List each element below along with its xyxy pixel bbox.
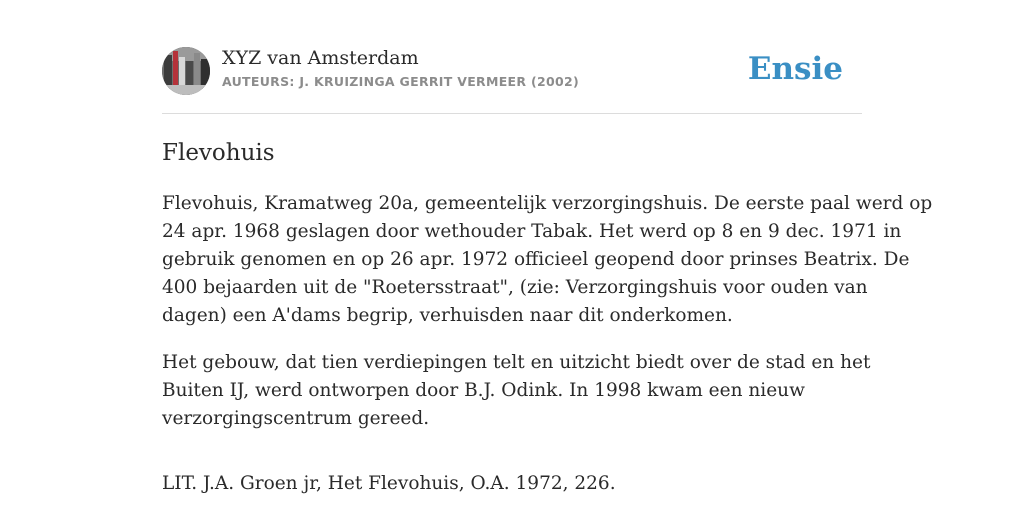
text-line: verzorgingscentrum gereed. xyxy=(162,408,430,429)
literature-reference: LIT. J.A. Groen jr, Het Flevohuis, O.A. 1972, 226. xyxy=(162,473,616,494)
text-line: Het gebouw, dat tien verdiepingen telt en uitzicht biedt over de stad en het xyxy=(162,352,871,373)
text-line: dagen) een A'dams begrip, verhuisden naar dit onderkomen. xyxy=(162,305,733,326)
text-line: 400 bejaarden uit de "Roetersstraat", (zie: Verzorgingshuis voor ouden van xyxy=(162,277,868,298)
ensie-logo[interactable]: Ensie xyxy=(747,51,843,87)
book-cover-icon xyxy=(162,47,210,95)
entry-title: Flevohuis xyxy=(162,140,275,166)
book-title[interactable]: XYZ van Amsterdam xyxy=(222,47,419,69)
text-line: gebruik genomen en op 26 apr. 1972 officieel geopend door prinses Beatrix. De xyxy=(162,249,910,270)
paragraph-2 xyxy=(162,349,871,433)
paragraph-1 xyxy=(162,190,933,330)
header-divider xyxy=(162,113,862,114)
header xyxy=(162,46,862,96)
entry-content xyxy=(162,190,933,498)
text-line: 24 apr. 1968 geslagen door wethouder Tabak. Het werd op 8 en 9 dec. 1971 in xyxy=(162,221,902,242)
text-line: Flevohuis, Kramatweg 20a, gemeentelijk verzorgingshuis. De eerste paal werd op xyxy=(162,193,933,214)
book-authors: AUTEURS: J. KRUIZINGA GERRIT VERMEER (2002) xyxy=(222,74,579,89)
book-cover-avatar[interactable] xyxy=(162,47,210,95)
text-line: Buiten IJ, werd ontworpen door B.J. Odink. In 1998 kwam een nieuw xyxy=(162,380,805,401)
